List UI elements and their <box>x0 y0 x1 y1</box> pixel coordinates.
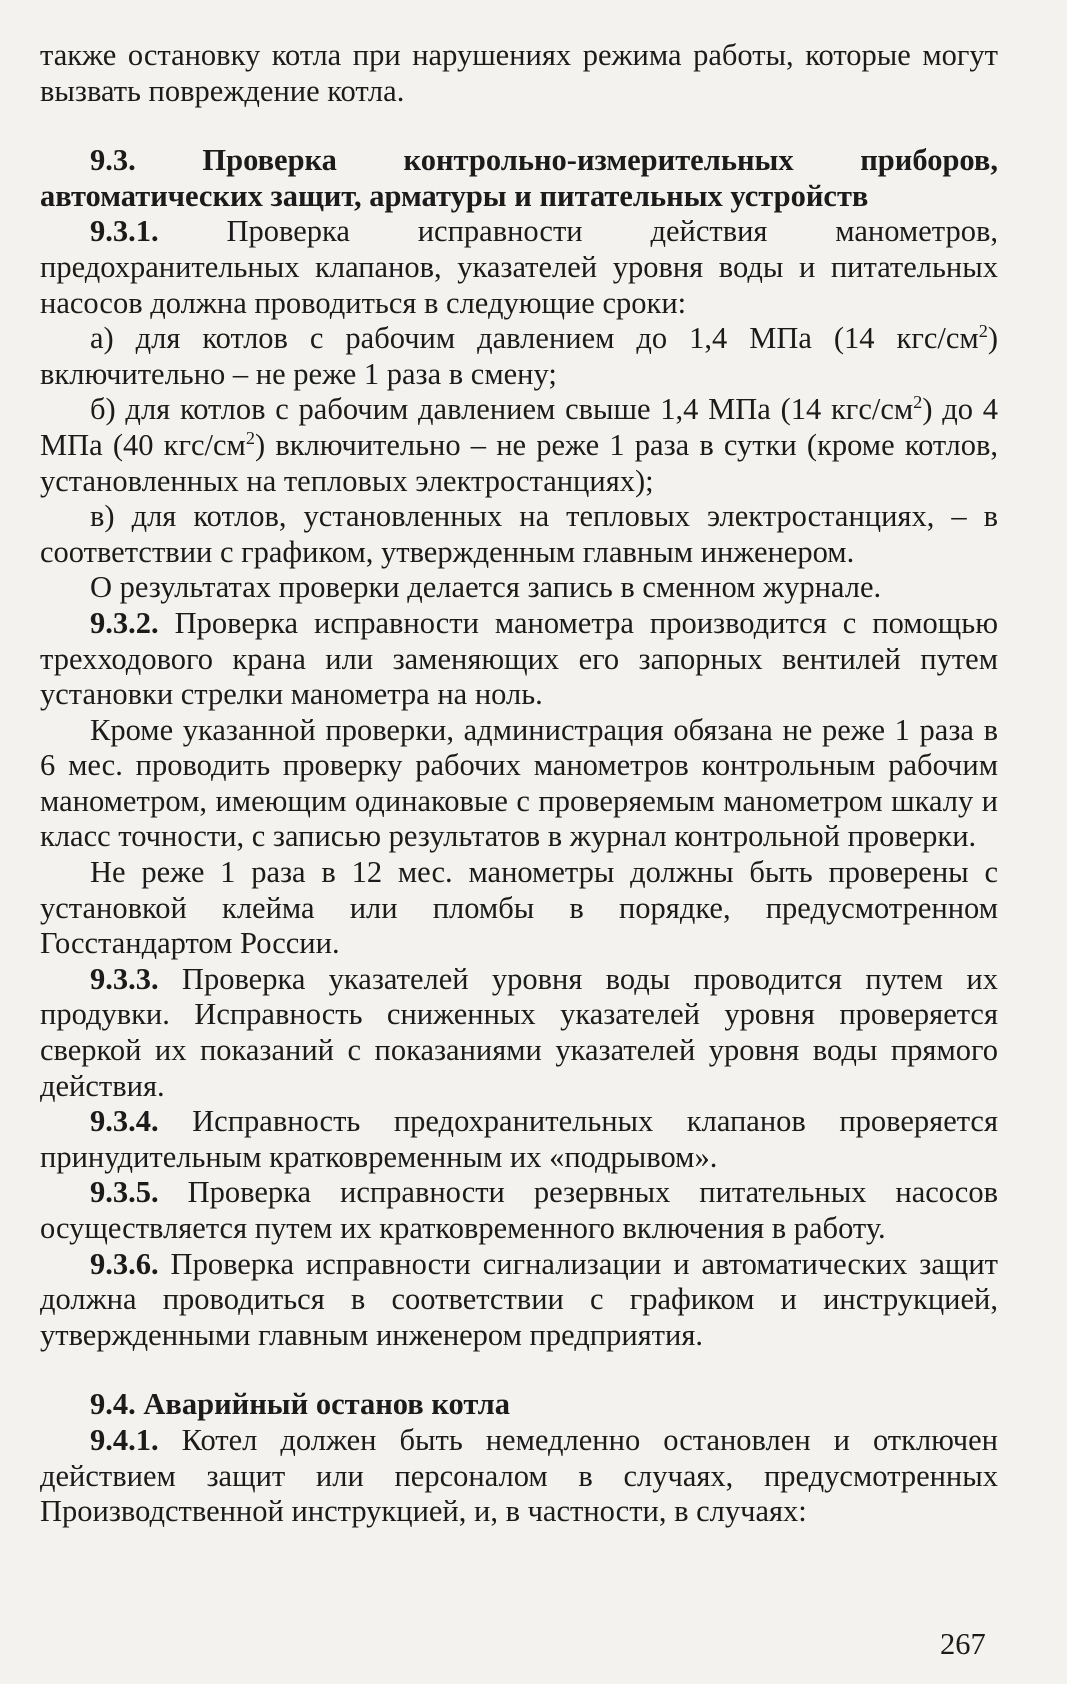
clause-text: Проверка исправности действия манометров, предохранительных клапанов, указателей уровня воды и питательных насосов должна проводиться в следующие сроки: <box>40 214 998 320</box>
clause-text: Проверка исправности резервных питательных насосов осуществляется путем их кратковременного включения в работу. <box>40 1175 998 1245</box>
item-text: ) включительно – не реже 1 раза в смену; <box>40 321 998 391</box>
item-text: ) включительно – не реже 1 раза в сутки (кроме котлов, установленных на тепловых электростанциях); <box>40 427 998 498</box>
paragraph-9-3-4 <box>40 1104 998 1175</box>
page-number: 267 <box>940 1627 986 1661</box>
paragraph-9-3-2 <box>40 606 998 713</box>
clause-number: 9.3.3. <box>90 961 159 996</box>
list-item-b <box>40 392 998 499</box>
clause-text: Проверка исправности манометра производится с помощью трехходового крана или заменяющих его запорных вентилей путем установки стрелки манометра на ноль. <box>40 605 998 712</box>
clause-text: Котел должен быть немедленно остановлен и отключен действием защит или персоналом в случаях, предусмотренных Производственной инструкцией, и, в частности, в случаях: <box>40 1422 998 1529</box>
paragraph-results: О результатах проверки делается запись в сменном журнале. <box>90 570 882 605</box>
paragraph-9-3-5 <box>40 1175 998 1246</box>
paragraph-9-4-1 <box>40 1423 998 1530</box>
superscript: 2 <box>245 427 255 448</box>
clause-number: 9.3.2. <box>90 605 159 640</box>
clause-text: Проверка указателей уровня воды проводится путем их продувки. Исправность сниженных указателей уровня проверяется сверкой их показаний с показаниями указателей уровня воды прямого действия. <box>40 961 998 1103</box>
clause-text: Исправность предохранительных клапанов проверяется принудительным кратковременным их «подрывом». <box>40 1104 998 1174</box>
list-item-a <box>40 321 998 392</box>
clause-number: 9.3.4. <box>90 1104 159 1139</box>
list-item-v: в) для котлов, установленных на тепловых электростанциях, – в соответствии с графиком, утвержденным главным инженером. <box>40 499 998 569</box>
superscript: 2 <box>978 321 988 341</box>
clause-number: 9.3.6. <box>90 1246 159 1281</box>
clause-number: 9.3.5. <box>90 1175 159 1210</box>
paragraph-check-12-months: Не реже 1 раза в 12 мес. манометры должны быть проверены с установкой клейма или пломбы в порядке, предусмотренном Госстандартом России. <box>40 855 998 961</box>
paragraph-continuation: также остановку котла при нарушениях режима работы, которые могут вызвать повреждение котла. <box>40 38 998 108</box>
item-text: а) для котлов с рабочим давлением до 1,4 МПа (14 кгс/см <box>90 321 979 356</box>
section-heading-9-3: 9.3. Проверка контрольно-измерительных приборов, автоматических защит, арматуры и питательных устройств <box>40 143 998 213</box>
section-heading-9-4: 9.4. Аварийный останов котла <box>90 1387 510 1422</box>
paragraph-9-3-3 <box>40 962 998 1104</box>
superscript: 2 <box>913 392 923 413</box>
spacer <box>40 1353 998 1387</box>
clause-number: 9.3.1. <box>90 214 159 249</box>
paragraph-9-3-6 <box>40 1247 998 1354</box>
paragraph-9-3-1 <box>40 214 998 321</box>
clause-number: 9.4.1. <box>90 1422 159 1457</box>
paragraph-check-admin: Кроме указанной проверки, администрация обязана не реже 1 раза в 6 мес. проводить проверку рабочих манометров контрольным рабочим манометром, имеющим одинаковые с проверяемым манометром шкалу и класс точности, с записью результатов в журнал контрольной проверки. <box>40 712 998 854</box>
item-text: б) для котлов с рабочим давлением свыше 1,4 МПа (14 кгс/см <box>90 392 914 427</box>
spacer <box>40 109 998 143</box>
clause-text: Проверка исправности сигнализации и автоматических защит должна проводиться в соответствии с графиком и инструкцией, утвержденными главным инженером предприятия. <box>40 1246 998 1352</box>
body-text <box>40 38 998 1530</box>
item-text: ) до 4 МПа (40 кгс/см <box>40 392 998 462</box>
